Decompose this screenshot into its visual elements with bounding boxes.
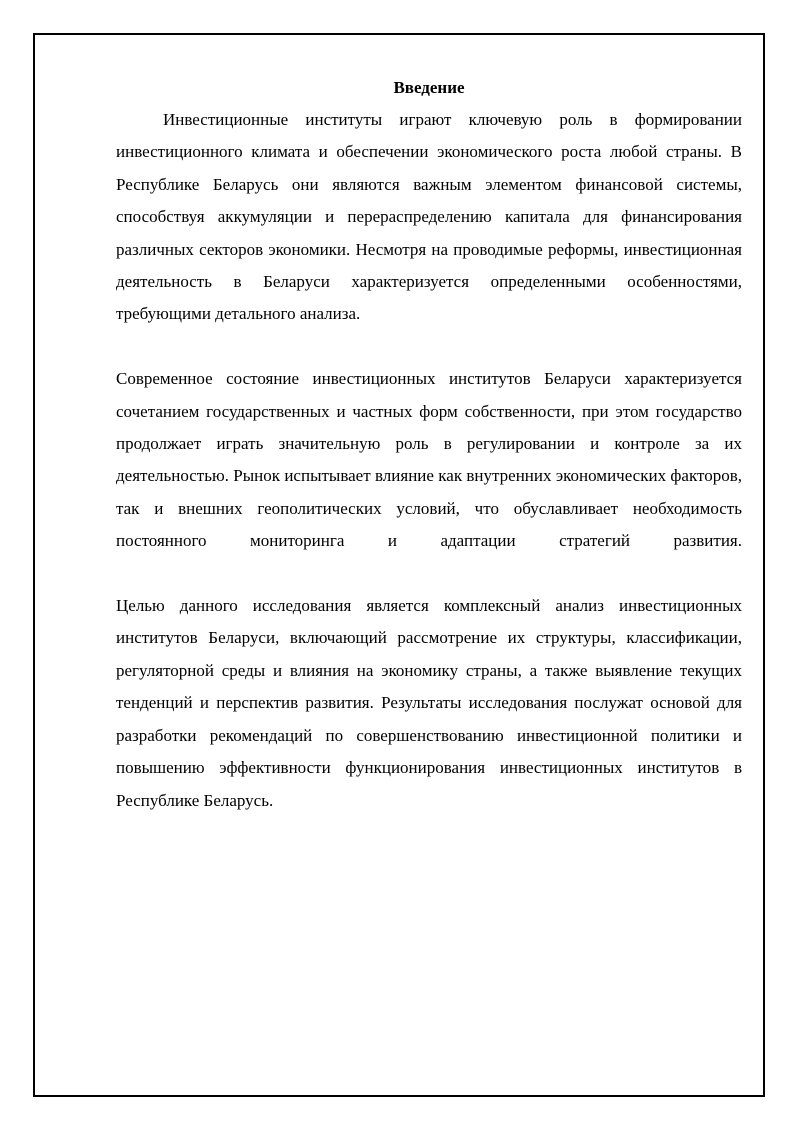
document-title: Введение [393,78,465,97]
paragraph-spacer [116,558,742,590]
paragraph-spacer [116,331,742,363]
paragraph-intro: Инвестиционные институты играют ключевую роль в формировании инвестиционного климата и обеспечении экономического роста любой страны. В Республике Беларусь они являются важным элементом финансовой системы, способствуя аккумуляции и перераспределению капитала для финансирования различных секторов экономики. Несмотря на проводимые реформы, инвестиционная деятельность в Беларуси характеризуется определенными особенностями, требующими детального анализа. [116,110,742,324]
paragraph-research-goal: Целью данного исследования является комплексный анализ инвестиционных институтов Беларуси, включающий рассмотрение их структуры, классификации, регуляторной среды и влияния на экономику страны, а также выявление текущих тенденций и перспектив развития. Результаты исследования послужат основой для разработки рекомендаций по совершенствованию инвестиционной политики и повышению эффективности функционирования инвестиционных институтов в Республике Беларусь. [116,596,742,810]
document-body [116,76,742,817]
paragraph-current-state: Современное состояние инвестиционных институтов Беларуси характеризуется сочетанием государственных и частных форм собственности, при этом государство продолжает играть значительную роль в регулировании и контроле за их деятельностью. Рынок испытывает влияние как внутренних экономических факторов, так и внешних геополитических условий, что обуславливает необходимость постоянного мониторинга и адаптации стратегий развития. [116,369,742,551]
